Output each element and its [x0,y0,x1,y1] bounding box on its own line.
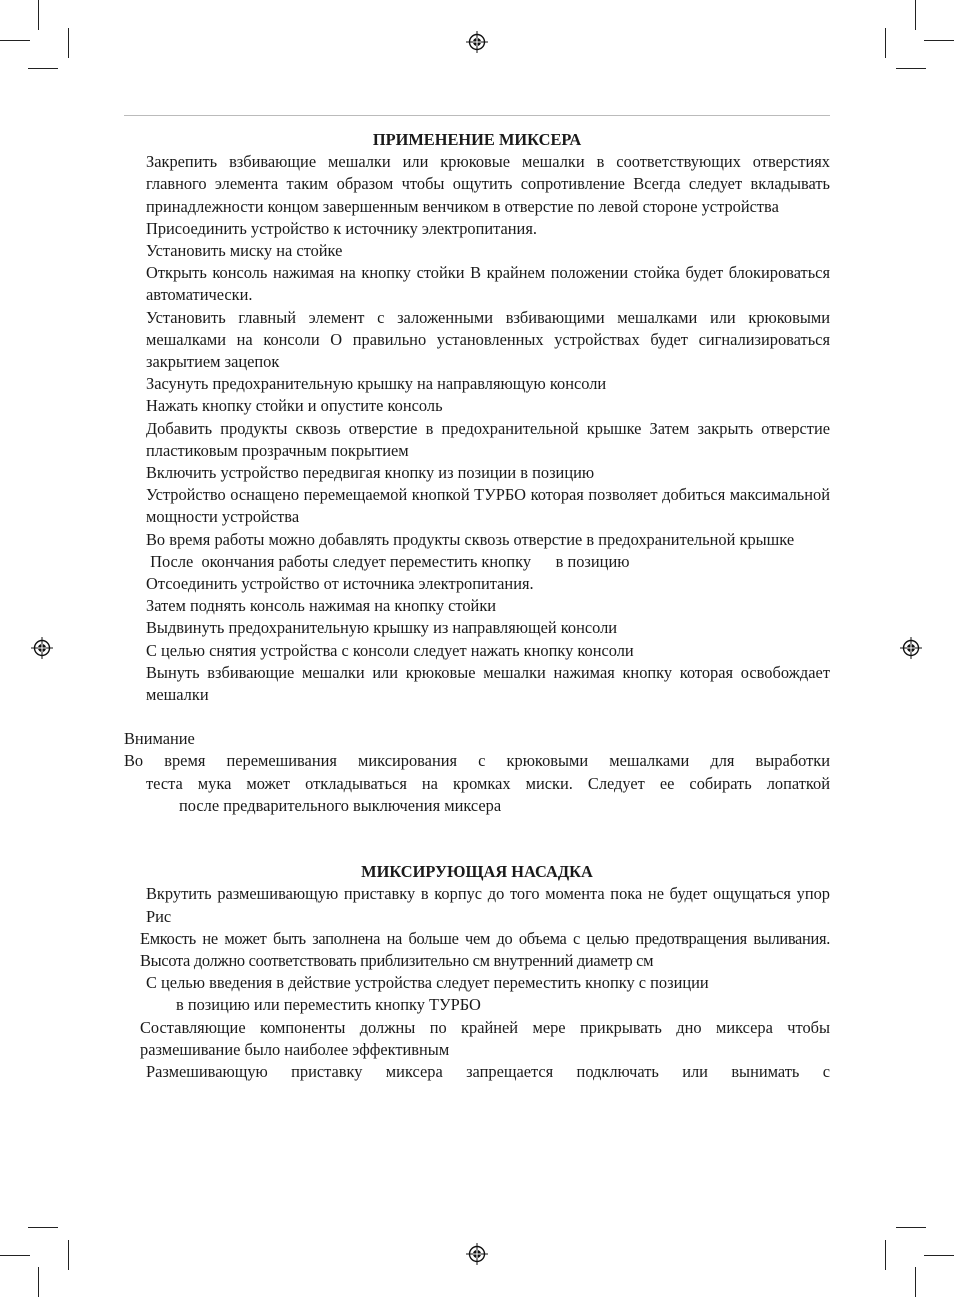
crop-mark [38,0,39,30]
instruction-paragraph: в позицию или переместить кнопку ТУРБО [176,995,481,1015]
crop-mark [28,68,58,69]
instruction-paragraph: Во время работы можно добавлять продукты сквозь отверстие в предохранительной крышке [146,529,795,549]
instruction-paragraph: Нажать кнопку стойки и опустите консоль [146,396,443,416]
section-heading-mixer-use: ПРИМЕНЕНИЕ МИКСЕРА [372,130,582,149]
instruction-paragraph: После окончания работы следует переместить кнопку в позицию [146,551,630,571]
instruction-paragraph: С целью снятия устройства с консоли следует нажать кнопку консоли [146,640,634,660]
crop-mark [68,28,69,58]
instruction-paragraph: Вкрутить размешивающую приставку в корпус до того момента пока не будет ощущаться упор Рис [146,884,830,926]
crop-mark [915,1267,916,1297]
instruction-paragraph: Затем поднять консоль нажимая на кнопку стойки [146,596,497,616]
registration-mark-icon [31,637,53,659]
crop-mark [915,0,916,30]
registration-mark-icon [900,637,922,659]
instruction-paragraph: Установить миску на стойке [146,241,343,261]
attention-text-line: Во время перемешивания миксирования с крюковыми мешалками для выработки [124,751,830,771]
crop-mark [885,28,886,58]
instruction-paragraph: Установить главный элемент с заложенными взбивающими мешалками или крюковыми мешалками на консоли О правильно установленных устройствах будет сигнализироваться закрытием зацепок [146,307,830,372]
instruction-paragraph: С целью введения в действие устройства следует переместить кнопку с позиции [146,973,709,993]
instruction-paragraph: Включить устройство передвигая кнопку из позиции в позицию [146,463,595,483]
crop-mark [28,1227,58,1228]
instruction-paragraph: Присоединить устройство к источнику электропитания. [146,218,537,238]
instruction-paragraph: Вынуть взбивающие мешалки или крюковые мешалки нажимая кнопку которая освобождает мешалки [146,662,830,705]
crop-mark [68,1240,69,1270]
instruction-paragraph: Устройство оснащено перемещаемой кнопкой ТУРБО которая позволяет добиться максимальной мощности устройства [146,485,830,527]
crop-mark [885,1240,886,1270]
instruction-paragraph: Емкость не может быть заполнена на больше чем до объема с целью предотвращения выливания. Высота должно соответствовать приблизительно см внутренний диаметр см [140,928,830,970]
crop-mark [924,40,954,41]
instruction-paragraph: Размешивающую приставку миксера запрещается подключать или вынимать с [146,1061,830,1081]
attention-text-line: после предварительного выключения миксера [179,795,502,815]
instruction-paragraph: Составляющие компоненты должны по крайней мере прикрывать дно миксера чтобы размешивание было наиболее эффективным [140,1017,830,1059]
attention-text-line: теста мука может откладываться на кромках миски. Следует ее собирать лопаткой [146,773,830,793]
instruction-paragraph: Выдвинуть предохранительную крышку из направляющей консоли [146,618,618,638]
attention-label: Внимание [124,729,195,749]
instruction-paragraph: Открыть консоль нажимая на кнопку стойки В крайнем положении стойка будет блокироваться автоматически. [146,263,830,305]
instruction-paragraph: Отсоединить устройство от источника электропитания. [146,574,534,594]
page-content [124,129,830,1083]
section-heading-mixing-attachment: МИКСИРУЮЩАЯ НАСАДКА [361,862,593,882]
registration-mark-icon [466,31,488,53]
instruction-paragraph: Добавить продукты сквозь отверстие в предохранительной крышке Затем закрыть отверстие пластиковым прозрачным покрытием [146,418,830,460]
crop-mark [896,1227,926,1228]
crop-mark [0,1255,30,1256]
registration-mark-icon [466,1243,488,1265]
crop-mark [0,40,30,41]
crop-mark [896,68,926,69]
crop-mark [924,1255,954,1256]
header-rule [124,115,830,116]
crop-mark [38,1267,39,1297]
instruction-paragraph: Закрепить взбивающие мешалки или крюковые мешалки в соответствующих отверстиях главного элемента таким образом чтобы ощутить сопротивление Всегда следует вкладывать принадлежности концом завершенным венчиком в отверстие по левой стороне устройства [146,152,830,216]
instruction-paragraph: Засунуть предохранительную крышку на направляющую консоли [146,374,607,394]
